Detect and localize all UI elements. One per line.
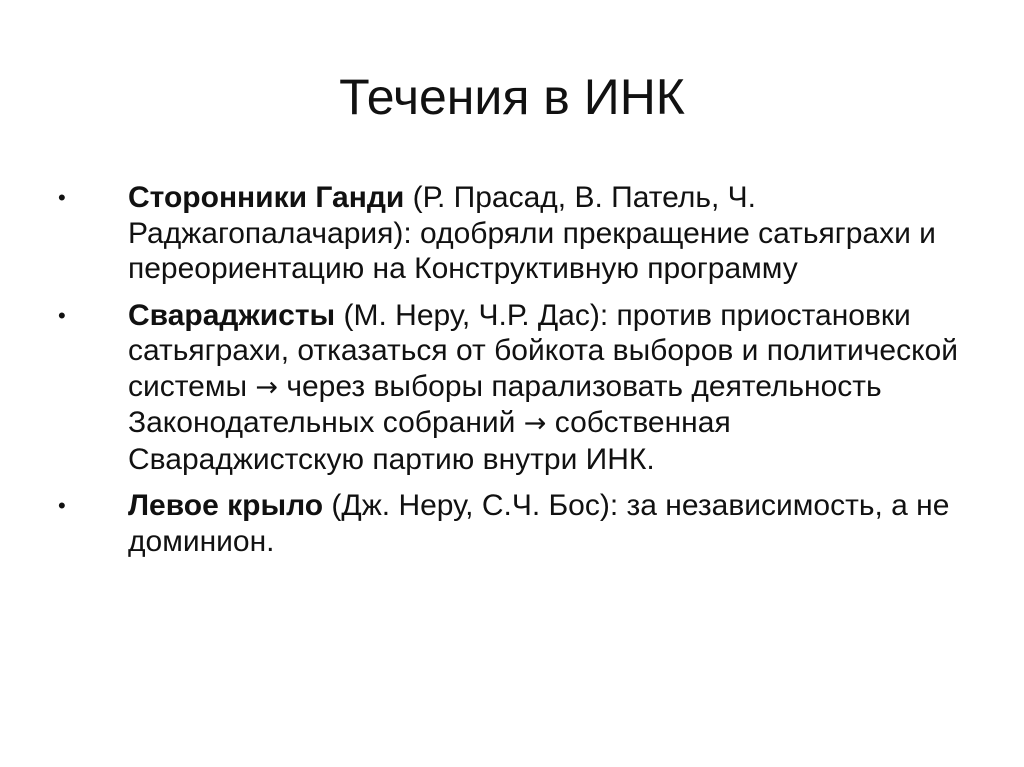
bullet-text: через выборы парализовать деятельность Законодательных собраний	[128, 369, 882, 439]
bullet-list	[58, 180, 958, 570]
bullet-item-left-wing	[58, 488, 958, 559]
bullet-text: собственная Свараджистскую партию внутри ИНК.	[128, 406, 731, 476]
bullet-item-gandhi-supporters	[58, 180, 958, 287]
bullet-icon: •	[58, 185, 66, 210]
bullet-term: Левое крыло	[128, 489, 324, 522]
bullet-item-swarajists	[58, 298, 958, 478]
bullet-text: (Р. Прасад, В. Патель, Ч. Раджагопалачария): одобряли прекращение сатьяграхи и переориентацию на Конструктивную программу	[128, 181, 936, 285]
right-arrow-icon: →	[523, 408, 547, 439]
bullet-text: (Дж. Неру, С.Ч. Бос): за независимость, а не доминион.	[128, 489, 950, 558]
slide-title: Течения в ИНК	[339, 69, 685, 125]
bullet-term: Свараджисты	[128, 298, 336, 332]
bullet-icon: •	[58, 302, 66, 328]
right-arrow-icon: →	[255, 371, 278, 403]
bullet-text: (М. Неру, Ч.Р. Дас): против приостановки сатьяграхи, отказаться от бойкота выборов и политической системы	[128, 298, 958, 403]
bullet-term: Сторонники Ганди	[128, 181, 405, 214]
bullet-icon: •	[58, 493, 66, 518]
